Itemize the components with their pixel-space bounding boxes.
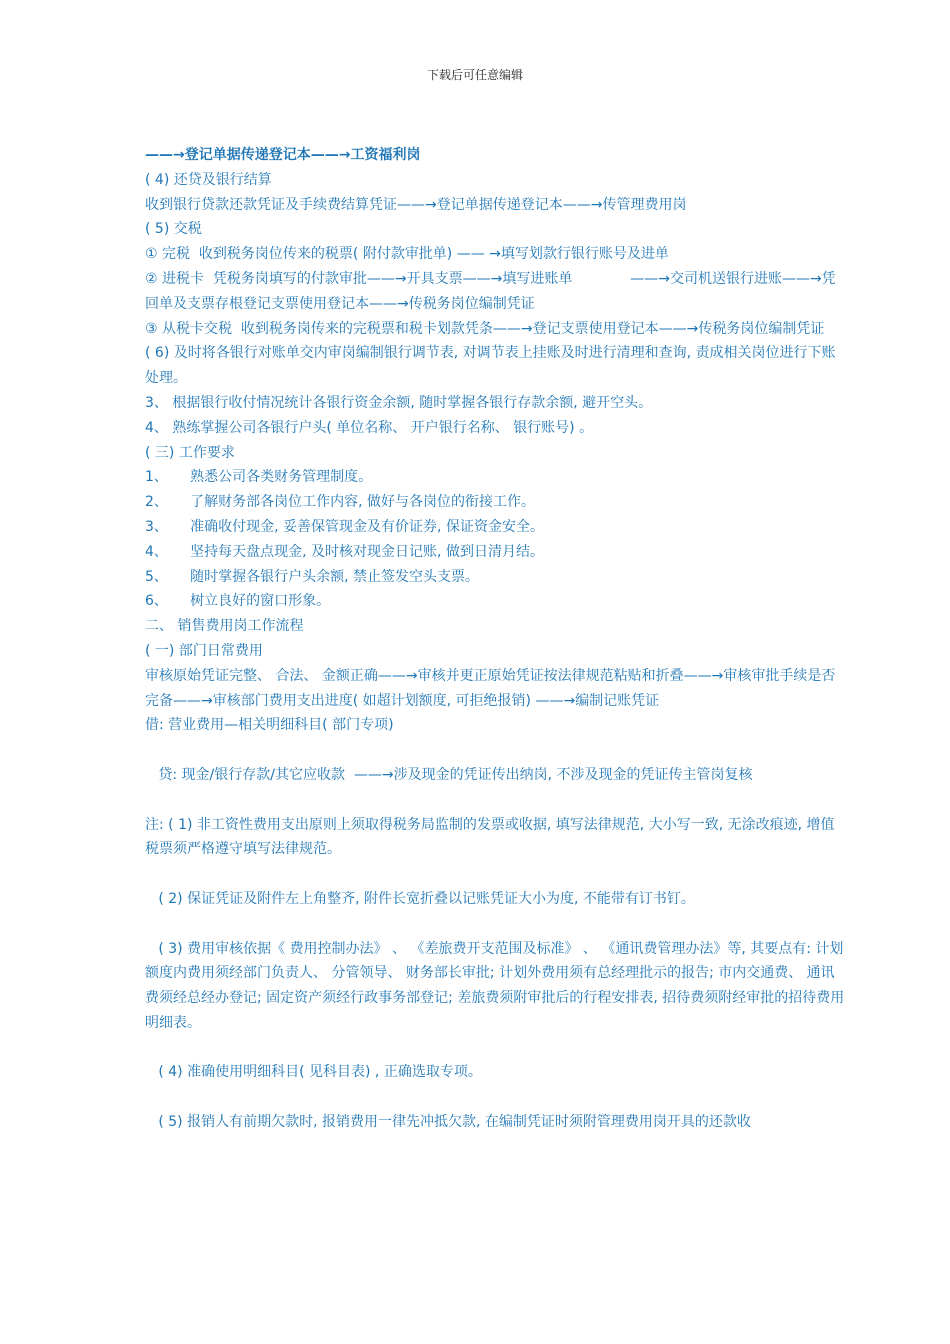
blank-line (145, 912, 845, 937)
paragraph-line: 3、 根据银行收付情况统计各银行资金余额, 随时掌握各银行存款余额, 避开空头。 (145, 394, 653, 411)
paragraph-line: 5、 随时掌握各银行户头余额, 禁止签发空头支票。 (145, 568, 480, 585)
document-body (145, 143, 845, 1135)
paragraph-line: 注: ( 1) 非工资性费用支出原则上须取得税务局监制的发票或收据, 填写法律规范, 大小写一致, 无涂改痕迹, 增值税票须严格遵守填写法律规范。 (145, 816, 835, 858)
paragraph-line: ① 完税 收到税务岗位传来的税票( 附付款审批单) —— →填写划款行银行账号及进单 (145, 246, 669, 263)
paragraph-line: 4、 熟练掌握公司各银行户头( 单位名称、 开户银行名称、 银行账号) 。 (145, 419, 594, 436)
paragraph-line: 1、 熟悉公司各类财务管理制度。 (145, 469, 373, 486)
paragraph-line: ( 2) 保证凭证及附件左上角整齐, 附件长宽折叠以记账凭证大小为度, 不能带有订书钉。 (145, 890, 695, 907)
blank-line (145, 788, 845, 813)
paragraph-line: ( 4) 还贷及银行结算 (145, 171, 272, 188)
blank-line (145, 738, 845, 763)
paragraph-line: ( 5) 报销人有前期欠款时, 报销费用一律先冲抵欠款, 在编制凭证时须附管理费用岗开具的还款收 (145, 1114, 751, 1131)
blank-line (145, 1036, 845, 1061)
paragraph-line: 4、 坚持每天盘点现金, 及时核对现金日记账, 做到日清月结。 (145, 543, 544, 560)
paragraph-line: 3、 准确收付现金, 妥善保管现金及有价证券, 保证资金安全。 (145, 518, 544, 535)
paragraph-line: ② 进税卡 凭税务岗填写的付款审批——→开具支票——→填写进账单 ——→交司机送银行进账——→凭回单及支票存根登记支票使用登记本——→传税务岗位编制凭证 (145, 270, 836, 312)
paragraph-line: ( 一) 部门日常费用 (145, 642, 263, 659)
paragraph-line: 二、 销售费用岗工作流程 (145, 618, 304, 635)
blank-line (145, 862, 845, 887)
paragraph-line: ——→登记单据传递登记本——→工资福利岗 (145, 147, 421, 163)
paragraph-line: 贷: 现金/银行存款/其它应收款 ——→涉及现金的凭证传出纳岗, 不涉及现金的凭证传主管岗复核 (145, 766, 753, 783)
paragraph-line: ( 三) 工作要求 (145, 444, 235, 461)
paragraph-line: ( 3) 费用审核依据《 费用控制办法》 、 《差旅费开支范围及标准》 、 《通讯费管理办法》等, 其要点有: 计划额度内费用须经部门负责人、 分管领导、 财务部长审批; 计划外费用须有总经理批示的报告; 市内交通费、 通讯费须经总经办登记; 固定资产须经行政事务部登记; 差旅费须附审批后的行程安排表, 招待费须附经审批的招待费用明细表。 (145, 940, 845, 1031)
paragraph-line: ( 6) 及时将各银行对账单交内审岗编制银行调节表, 对调节表上挂账及时进行清理和查询, 责成相关岗位进行下账处理。 (145, 345, 836, 387)
paragraph-line: ( 4) 准确使用明细科目( 见科目表) , 正确选取专项。 (145, 1064, 482, 1081)
paragraph-line: 审核原始凭证完整、 合法、 金额正确——→审核并更正原始凭证按法律规范粘贴和折叠——→审核审批手续是否完备——→审核部门费用支出进度( 如超计划额度, 可拒绝报销) ——→编制记账凭证 (145, 667, 836, 709)
paragraph-line: 6、 树立良好的窗口形象。 (145, 593, 331, 610)
paragraph-line: 借: 营业费用—相关明细科目( 部门专项) (145, 717, 394, 734)
paragraph-line: 2、 了解财务部各岗位工作内容, 做好与各岗位的衔接工作。 (145, 494, 536, 511)
paragraph-line: 收到银行贷款还款凭证及手续费结算凭证——→登记单据传递登记本——→传管理费用岗 (145, 196, 687, 213)
blank-line (145, 1085, 845, 1110)
paragraph-line: ( 5) 交税 (145, 221, 202, 238)
page-header: 下载后可任意编辑 (426, 68, 523, 82)
paragraph-line: ③ 从税卡交税 收到税务岗传来的完税票和税卡划款凭条——→登记支票使用登记本——→传税务岗位编制凭证 (145, 320, 825, 337)
